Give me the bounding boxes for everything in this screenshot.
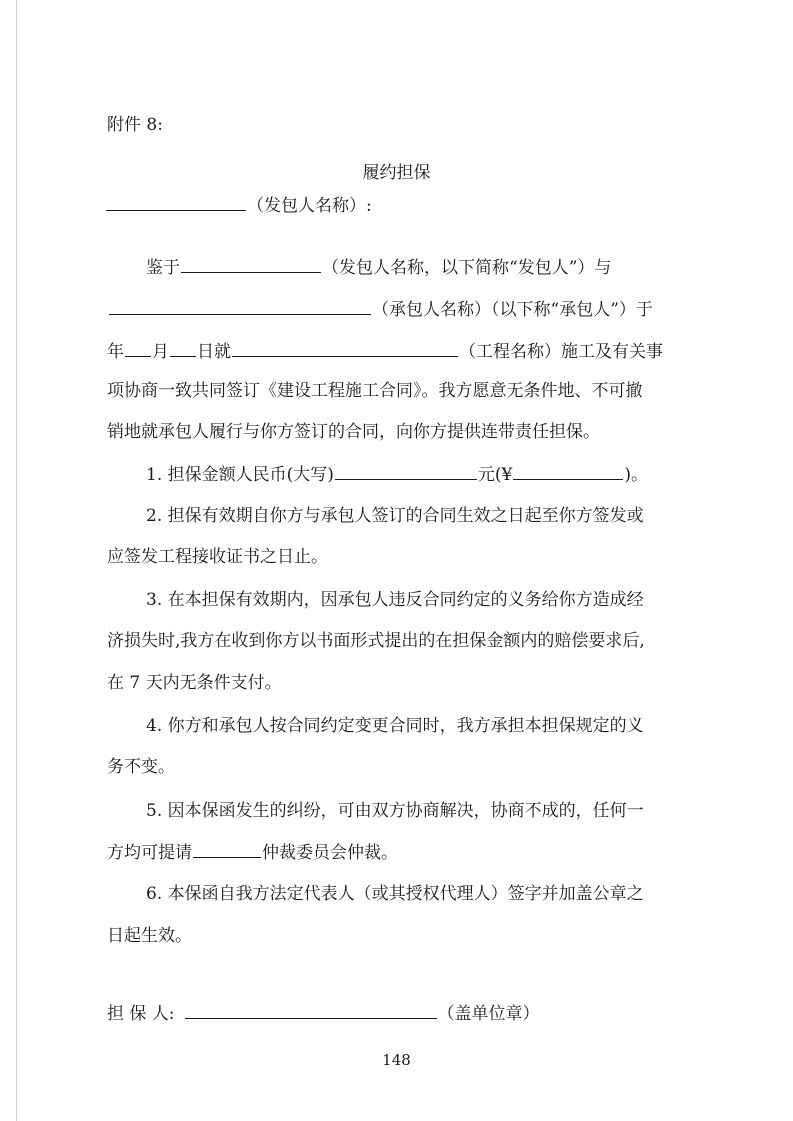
intro-text: 鉴于 [146,258,180,278]
intro-text: （承包人名称）（以下称“承包人”）于 [372,300,653,320]
clause-2-line-1: 2. 担保有效期自你方与承包人签订的合同生效之日起至你方签发或 [146,506,644,526]
intro-line-3 [107,340,663,363]
day-blank [170,340,196,357]
intro-text: 年 [107,342,124,362]
guarantor-label: 担 保 人: [107,1004,175,1024]
intro-line-5: 销地就承包人履行与你方签订的合同，向你方提供连带责任担保。 [107,422,600,442]
intro-line-1 [146,256,611,279]
intro-text: （发包人名称，以下简称“发包人”）与 [322,258,612,278]
contractor-name-blank [109,298,371,315]
intro-line-4: 项协商一致共同签订《建设工程施工合同》。我方愿意无条件地、不可撤 [107,381,643,401]
recipient-suffix: （发包人名称）: [247,196,372,216]
clause-6-line-2: 日起生效。 [107,926,192,946]
recipient-blank [106,194,246,211]
page-number: 148 [382,1051,411,1069]
clause-4-line-1: 4. 你方和承包人按合同约定变更合同时，我方承担本担保规定的义 [146,716,644,736]
recipient-line [105,194,372,217]
amount-figures-blank [513,463,623,480]
intro-text: 月 [152,342,169,362]
clause-5-line-2 [107,841,398,864]
intro-text: （工程名称）施工及有关事 [459,342,663,362]
arbitration-blank [193,841,261,858]
clause-2-line-2: 应签发工程接收证书之日止。 [107,547,328,567]
clause-text: 1. 担保金额人民币(大写) [146,465,334,485]
clause-text: 方均可提请 [107,843,192,863]
seal-note: （盖单位章） [437,1004,540,1024]
amount-words-blank [335,463,477,480]
attachment-label: 附件 8: [107,115,163,135]
clause-3-line-2: 济损失时,我方在收到你方以书面形式提出的在担保金额内的赔偿要求后, [107,631,645,651]
document-title: 履约担保 [362,163,431,183]
clause-3-line-3: 在 7 天内无条件支付。 [107,673,282,693]
clause-text: )。 [624,465,648,485]
clause-5-line-1: 5. 因本保函发生的纠纷，可由双方协商解决，协商不成的，任何一 [146,801,644,821]
guarantor-signature-line [107,1002,540,1025]
employer-name-blank [181,256,321,273]
clause-4-line-2: 务不变。 [107,757,175,777]
clause-text: 元(¥ [477,465,513,485]
clause-3-line-1: 3. 在本担保有效期内，因承包人违反合同约定的义务给你方造成经 [146,590,644,610]
clause-text: 仲裁委员会仲裁。 [262,843,398,863]
project-name-blank [232,340,458,357]
clause-6-line-1: 6. 本保函自我方法定代表人（或其授权代理人）签字并加盖公章之 [146,884,644,904]
guarantor-blank [185,1002,437,1019]
intro-line-2 [108,298,653,321]
intro-text: 日就 [197,342,231,362]
clause-1 [146,463,648,486]
month-blank [125,340,151,357]
